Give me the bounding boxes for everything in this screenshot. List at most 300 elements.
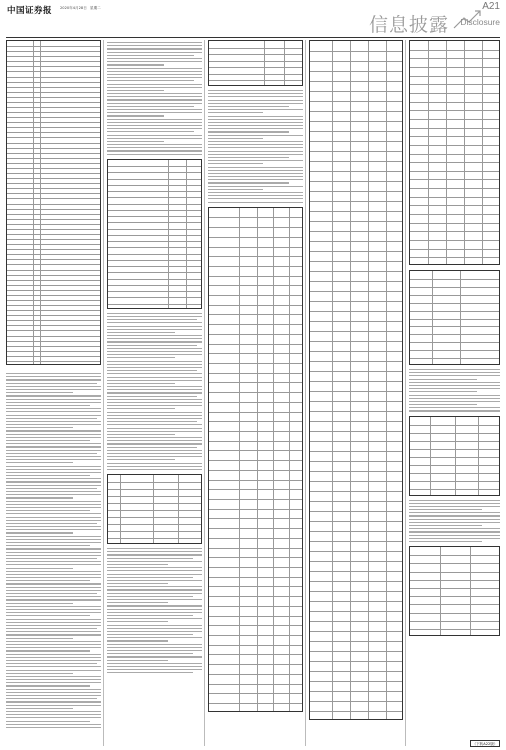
text-line [409,519,500,520]
text-line [107,405,202,406]
table-row-rule [310,571,402,572]
table-row-rule [7,188,100,189]
text-line [6,631,101,632]
text-line [409,401,500,402]
table-row-rule [7,87,100,88]
table-row-rule [108,260,201,261]
table-row-rule [209,645,302,646]
text-line [208,131,289,132]
text-line [6,625,101,626]
text-line [409,525,482,526]
text-line [6,711,101,712]
table-row-rule [209,217,302,218]
text-line [107,456,202,457]
text-line [6,577,101,578]
text-line [107,141,164,142]
table-row-rule [310,531,402,532]
table-row-rule [410,621,499,622]
table-row-rule [410,588,499,589]
text-line [107,119,202,120]
table-row-rule [209,616,302,617]
text-line [6,392,73,393]
text-line [6,459,101,460]
table-row-rule [7,51,100,52]
text-line [409,512,500,513]
table-row-rule [108,229,201,230]
text-line [409,407,500,408]
text-line [107,112,202,113]
text-line [409,372,500,373]
text-line [107,313,202,314]
table-row-rule [7,249,100,250]
table-row-rule [209,470,302,471]
text-line [6,421,101,422]
table-row-rule [310,181,402,182]
text-line [107,459,175,460]
text-line [107,115,164,116]
table-row-rule [410,334,499,335]
text-line [107,335,202,336]
table-row-rule [7,163,100,164]
text-line [107,316,202,317]
text-line [6,418,97,419]
text-line [107,386,202,387]
text-line [107,99,202,100]
text-line [107,74,202,75]
table-row-rule [410,197,499,198]
text-line [107,77,202,78]
table-row-rule [310,581,402,582]
table-row-rule [108,241,201,242]
text-line [208,112,263,113]
table-row-rule [209,460,302,461]
text-line [107,463,202,464]
text-line [6,491,101,492]
text-line [107,637,202,638]
text-line [107,392,202,393]
text-line [107,437,202,438]
text-line [6,724,101,725]
table-row-rule [7,132,100,133]
table-row-rule [410,214,499,215]
text-line [107,370,197,371]
text-line [208,202,303,203]
text-line [208,122,303,123]
table-row-rule [7,264,100,265]
table-row-rule [310,421,402,422]
text-line [6,596,101,597]
text-line [6,571,101,572]
text-line [6,599,101,600]
table-row-rule [7,66,100,67]
table-row-rule [7,127,100,128]
text-line [409,369,500,370]
table-row-rule [310,671,402,672]
table-row-rule [7,254,100,255]
column-3 [208,40,303,746]
table-row-rule [310,221,402,222]
table-row-rule [209,237,302,238]
table-row-rule [209,518,302,519]
text-line [107,663,202,664]
text-line [6,405,90,406]
text-line [208,186,303,187]
text-line [6,494,101,495]
table-row-rule [209,402,302,403]
text-line [6,450,101,451]
text-line [107,567,202,568]
text-line [107,424,202,425]
text-line [107,644,202,645]
text-line [6,536,101,537]
text-line [107,412,202,413]
table-row-rule [310,61,402,62]
table-row-rule [209,499,302,500]
table-row-rule [7,92,100,93]
table-row-rule [209,635,302,636]
text-line [6,488,97,489]
text-line [6,644,101,645]
table-row-rule [7,204,100,205]
table-row-rule [108,247,201,248]
table-row-rule [310,711,402,712]
table-row-rule [310,471,402,472]
table-row-rule [7,305,100,306]
text-line [6,695,101,696]
text-line [409,506,500,507]
text-line [409,398,500,399]
text-line [6,497,73,498]
text-line [107,447,197,448]
text-line [208,157,289,158]
text-line [409,509,482,510]
table-row-rule [7,285,100,286]
table-row-rule [7,229,100,230]
table-row-rule [310,51,402,52]
table-row-rule [310,601,402,602]
balance-sheet-table [208,207,303,712]
table-row-rule [410,257,499,258]
table-row-rule [108,503,201,504]
table-row-rule [7,280,100,281]
text-line [107,367,202,368]
text-line [107,357,175,358]
table-row-rule [108,482,201,483]
text-line [208,195,303,196]
text-line [107,348,202,349]
table-row-rule [108,279,201,280]
text-line [6,408,101,409]
text-line [6,440,90,441]
text-line [6,660,101,661]
text-line [208,147,303,148]
text-line [6,526,101,527]
table-row-rule [410,128,499,129]
table-row-rule [310,281,402,282]
issue-date: 2020年4月28日 [60,6,87,10]
text-line [6,373,101,374]
text-line [107,647,202,648]
text-line [107,45,202,46]
table-row-rule [7,122,100,123]
text-line [6,676,101,677]
table-row-rule [209,664,302,665]
table-row-rule [7,346,100,347]
text-line [6,657,101,658]
text-line [6,520,101,521]
text-line [208,154,303,155]
text-line [6,545,90,546]
text-line [107,450,202,451]
text-line [6,622,101,623]
text-line [6,478,101,479]
issue-weekday: 星期二 [90,6,101,10]
text-line [6,705,101,706]
table-row-rule [410,179,499,180]
table-row-rule [7,143,100,144]
text-line [6,558,97,559]
text-line [107,640,168,641]
table-row-rule [209,509,302,510]
section-title-english: Disclosure [460,17,500,27]
table-row-rule [108,185,201,186]
text-line [6,399,101,400]
text-line [208,135,303,136]
text-line [6,689,101,690]
text-line [6,619,101,620]
text-line [208,138,263,139]
text-line [6,714,101,715]
text-line [6,389,101,390]
table-row-rule [7,219,100,220]
table-row-rule [310,171,402,172]
table-row-rule [410,358,499,359]
table-row-rule [7,361,100,362]
column-divider [305,40,306,746]
table-row-rule [410,93,499,94]
text-line [107,599,202,600]
indicator-table [208,40,303,86]
table-row-rule [209,489,302,490]
summary-table [409,416,500,496]
table-row-rule [310,351,402,352]
text-line [208,116,303,117]
text-line [6,427,73,428]
text-line [107,551,202,552]
table-row-rule [108,216,201,217]
table-row-rule [410,287,499,288]
text-line [208,119,303,120]
table-row-rule [410,240,499,241]
text-line [107,154,202,155]
text-line [208,141,303,142]
table-row-rule [310,481,402,482]
table-row-rule [310,241,402,242]
text-line [107,361,202,362]
table-row-rule [310,371,402,372]
text-line [107,618,202,619]
table-row-rule [209,392,302,393]
text-line [6,580,90,581]
table-row-rule [410,613,499,614]
table-row-rule [310,591,402,592]
table-row-rule [410,84,499,85]
table-row-rule [209,61,302,62]
table-row-rule [7,137,100,138]
table-row-rule [108,285,201,286]
notes-table [409,270,500,365]
table-row-rule [410,572,499,573]
text-line [6,663,97,664]
table-row-rule [7,330,100,331]
text-line [107,574,202,575]
table-row-rule [108,197,201,198]
text-line [107,354,202,355]
text-line [409,388,500,389]
text-line [6,555,101,556]
text-line [6,510,90,511]
table-row-rule [209,80,302,81]
table-row-rule [7,112,100,113]
table-row-rule [7,300,100,301]
text-line [6,698,97,699]
table-row-rule [310,201,402,202]
text-line [6,692,101,693]
text-line [107,672,193,673]
text-line [208,192,303,193]
text-line [107,109,202,110]
table-row-rule [209,266,302,267]
text-line [107,660,168,661]
text-line [107,399,202,400]
text-line [6,587,101,588]
text-line [107,319,197,320]
text-line [6,612,101,613]
table-row-rule [209,674,302,675]
text-line [6,701,101,702]
table-row-rule [108,235,201,236]
text-line [6,542,101,543]
table-row-rule [410,629,499,630]
text-line [6,708,73,709]
text-line [208,189,263,190]
table-row-rule [7,198,100,199]
text-line [208,182,289,183]
table-row-rule [410,555,499,556]
table-row-rule [410,136,499,137]
table-row-rule [7,61,100,62]
text-line [107,561,202,562]
table-row-rule [209,684,302,685]
table-row-rule [7,107,100,108]
text-line [6,532,73,533]
table-row-rule [209,247,302,248]
table-row-rule [310,511,402,512]
text-line [6,561,101,562]
text-line [6,727,101,728]
table-row-rule [209,256,302,257]
cash-flow-table [409,40,500,265]
text-line [6,529,101,530]
table-row-rule [410,188,499,189]
table-row-rule [310,691,402,692]
table-row-rule [209,586,302,587]
text-line [107,106,194,107]
table-row-rule [310,341,402,342]
table-row-rule [410,110,499,111]
text-line [107,150,202,151]
text-line [107,583,168,584]
table-row-rule [7,295,100,296]
shareholder-table [107,474,202,544]
table-row-rule [7,239,100,240]
table-row-rule [310,311,402,312]
text-line [6,376,101,377]
text-line [6,539,101,540]
table-row-rule [108,266,201,267]
column-2 [107,40,202,746]
table-row-rule [209,67,302,68]
table-row-rule [310,501,402,502]
table-row-rule [410,433,499,434]
table-row-rule [108,291,201,292]
text-line [208,176,303,177]
text-line [107,628,202,629]
table-row-rule [310,621,402,622]
text-line [107,96,202,97]
text-line [107,48,202,49]
table-row-rule [7,351,100,352]
table-row-rule [310,71,402,72]
table-row-rule [7,214,100,215]
text-line [409,382,500,383]
table-row-rule [209,276,302,277]
table-row-rule [209,654,302,655]
section-title: 信息披露 [369,14,450,36]
text-line [6,379,101,380]
table-row-rule [7,82,100,83]
text-line [107,669,202,670]
table-row-rule [108,538,201,539]
table-row-rule [108,179,201,180]
table-row-rule [410,473,499,474]
text-line [6,469,101,470]
text-line [107,332,175,333]
table-row-rule [209,74,302,75]
text-line [107,55,194,56]
table-row-rule [310,321,402,322]
table-row-rule [209,528,302,529]
text-line [208,160,303,161]
text-line [107,418,202,419]
table-row-rule [108,517,201,518]
text-line [6,456,101,457]
text-line [107,421,197,422]
text-line [208,103,303,104]
text-line [107,558,193,559]
table-row-rule [410,465,499,466]
text-line [409,500,500,501]
text-line [6,574,101,575]
text-line [6,603,73,604]
text-line [6,717,101,718]
table-row-rule [310,251,402,252]
text-line [6,501,101,502]
text-line [6,411,101,412]
table-row-rule [209,596,302,597]
table-row-rule [410,205,499,206]
table-row-rule [209,703,302,704]
